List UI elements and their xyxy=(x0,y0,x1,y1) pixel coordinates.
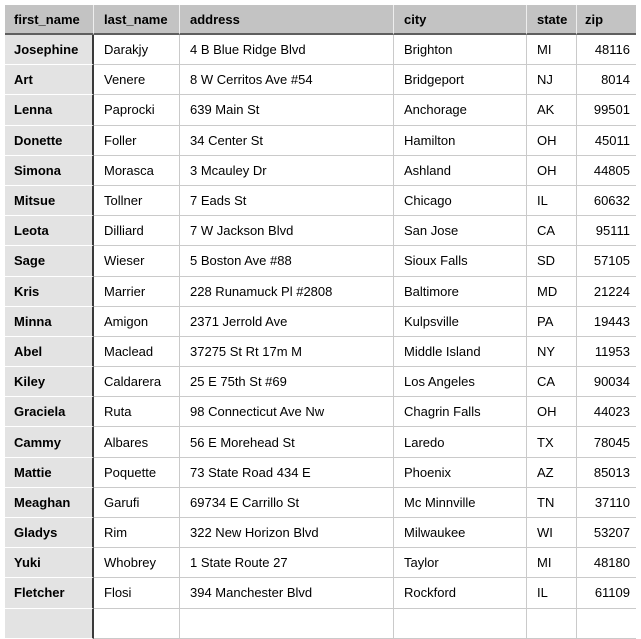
cell-city xyxy=(394,609,527,639)
table-row xyxy=(5,126,636,156)
cell-zip: 57105 xyxy=(577,246,636,276)
cell-first_name: Kiley xyxy=(5,367,94,397)
column-header-first_name: first_name xyxy=(5,5,94,35)
cell-address: 1 State Route 27 xyxy=(180,548,394,578)
cell-last_name: Whobrey xyxy=(94,548,180,578)
cell-city: Mc Minnville xyxy=(394,488,527,518)
cell-zip xyxy=(577,609,636,639)
cell-address: 25 E 75th St #69 xyxy=(180,367,394,397)
cell-last_name: Garufi xyxy=(94,488,180,518)
table-row xyxy=(5,65,636,95)
cell-city: Anchorage xyxy=(394,95,527,125)
table-row xyxy=(5,246,636,276)
cell-state: CA xyxy=(527,367,577,397)
cell-address: 322 New Horizon Blvd xyxy=(180,518,394,548)
cell-last_name: Flosi xyxy=(94,578,180,608)
table-row xyxy=(5,548,636,578)
cell-state: WI xyxy=(527,518,577,548)
column-header-zip: zip xyxy=(577,5,636,35)
table-row xyxy=(5,488,636,518)
cell-zip: 99501 xyxy=(577,95,636,125)
header-row xyxy=(5,5,636,35)
cell-zip: 45011 xyxy=(577,126,636,156)
cell-address xyxy=(180,609,394,639)
cell-state xyxy=(527,609,577,639)
table-row xyxy=(5,307,636,337)
table-row xyxy=(5,397,636,427)
cell-first_name: Fletcher xyxy=(5,578,94,608)
cell-zip: 78045 xyxy=(577,427,636,457)
cell-city: Hamilton xyxy=(394,126,527,156)
table-body xyxy=(5,35,636,639)
cell-first_name: Meaghan xyxy=(5,488,94,518)
cell-zip: 44023 xyxy=(577,397,636,427)
cell-last_name: Darakjy xyxy=(94,35,180,65)
table-row xyxy=(5,156,636,186)
cell-first_name: Donette xyxy=(5,126,94,156)
data-table xyxy=(5,5,636,639)
cell-city: Ashland xyxy=(394,156,527,186)
cell-last_name: Foller xyxy=(94,126,180,156)
cell-address: 69734 E Carrillo St xyxy=(180,488,394,518)
cell-city: Chagrin Falls xyxy=(394,397,527,427)
table-row xyxy=(5,277,636,307)
cell-zip: 19443 xyxy=(577,307,636,337)
cell-zip: 61109 xyxy=(577,578,636,608)
cell-zip: 48116 xyxy=(577,35,636,65)
cell-first_name: Graciela xyxy=(5,397,94,427)
cell-last_name: Dilliard xyxy=(94,216,180,246)
cell-address: 56 E Morehead St xyxy=(180,427,394,457)
cell-zip: 21224 xyxy=(577,277,636,307)
table-row xyxy=(5,427,636,457)
cell-first_name: Simona xyxy=(5,156,94,186)
cell-address: 3 Mcauley Dr xyxy=(180,156,394,186)
cell-zip: 8014 xyxy=(577,65,636,95)
cell-last_name: Amigon xyxy=(94,307,180,337)
cell-state: NY xyxy=(527,337,577,367)
cell-state: NJ xyxy=(527,65,577,95)
cell-city: Chicago xyxy=(394,186,527,216)
cell-city: Rockford xyxy=(394,578,527,608)
cell-zip: 48180 xyxy=(577,548,636,578)
column-header-last_name: last_name xyxy=(94,5,180,35)
table-row xyxy=(5,458,636,488)
cell-zip: 37110 xyxy=(577,488,636,518)
cell-last_name: Paprocki xyxy=(94,95,180,125)
cell-state: AK xyxy=(527,95,577,125)
cell-address: 394 Manchester Blvd xyxy=(180,578,394,608)
cell-zip: 44805 xyxy=(577,156,636,186)
cell-address: 8 W Cerritos Ave #54 xyxy=(180,65,394,95)
table-row-partial xyxy=(5,609,636,639)
table-row xyxy=(5,216,636,246)
cell-zip: 85013 xyxy=(577,458,636,488)
cell-last_name: Maclead xyxy=(94,337,180,367)
column-header-state: state xyxy=(527,5,577,35)
table-row xyxy=(5,367,636,397)
cell-first_name: Mattie xyxy=(5,458,94,488)
column-header-address: address xyxy=(180,5,394,35)
cell-city: Baltimore xyxy=(394,277,527,307)
table-row xyxy=(5,578,636,608)
cell-address: 73 State Road 434 E xyxy=(180,458,394,488)
table-row xyxy=(5,186,636,216)
cell-last_name: Wieser xyxy=(94,246,180,276)
cell-address: 4 B Blue Ridge Blvd xyxy=(180,35,394,65)
cell-state: OH xyxy=(527,397,577,427)
table-row xyxy=(5,337,636,367)
cell-first_name: Josephine xyxy=(5,35,94,65)
cell-last_name: Morasca xyxy=(94,156,180,186)
cell-state: MD xyxy=(527,277,577,307)
cell-city: Middle Island xyxy=(394,337,527,367)
cell-state: TX xyxy=(527,427,577,457)
cell-first_name: Cammy xyxy=(5,427,94,457)
cell-last_name: Marrier xyxy=(94,277,180,307)
cell-city: Bridgeport xyxy=(394,65,527,95)
cell-city: Sioux Falls xyxy=(394,246,527,276)
cell-last_name: Ruta xyxy=(94,397,180,427)
cell-last_name: Tollner xyxy=(94,186,180,216)
cell-first_name: Leota xyxy=(5,216,94,246)
cell-city: Taylor xyxy=(394,548,527,578)
cell-city: Milwaukee xyxy=(394,518,527,548)
cell-address: 7 W Jackson Blvd xyxy=(180,216,394,246)
cell-first_name: Mitsue xyxy=(5,186,94,216)
cell-state: SD xyxy=(527,246,577,276)
cell-state: OH xyxy=(527,126,577,156)
table-row xyxy=(5,518,636,548)
cell-zip: 60632 xyxy=(577,186,636,216)
cell-last_name: Venere xyxy=(94,65,180,95)
cell-address: 639 Main St xyxy=(180,95,394,125)
cell-first_name: Gladys xyxy=(5,518,94,548)
cell-last_name: Rim xyxy=(94,518,180,548)
cell-city: Los Angeles xyxy=(394,367,527,397)
cell-city: Phoenix xyxy=(394,458,527,488)
cell-first_name: Art xyxy=(5,65,94,95)
cell-last_name: Caldarera xyxy=(94,367,180,397)
cell-city: San Jose xyxy=(394,216,527,246)
cell-address: 2371 Jerrold Ave xyxy=(180,307,394,337)
cell-city: Laredo xyxy=(394,427,527,457)
cell-city: Brighton xyxy=(394,35,527,65)
cell-state: CA xyxy=(527,216,577,246)
cell-state: AZ xyxy=(527,458,577,488)
cell-first_name: Lenna xyxy=(5,95,94,125)
cell-last_name: Poquette xyxy=(94,458,180,488)
cell-first_name: Kris xyxy=(5,277,94,307)
cell-last_name: Albares xyxy=(94,427,180,457)
cell-zip: 53207 xyxy=(577,518,636,548)
cell-state: MI xyxy=(527,35,577,65)
cell-first_name: Sage xyxy=(5,246,94,276)
table-header xyxy=(5,5,636,35)
cell-state: MI xyxy=(527,548,577,578)
cell-first_name xyxy=(5,609,94,639)
cell-zip: 95111 xyxy=(577,216,636,246)
cell-zip: 90034 xyxy=(577,367,636,397)
cell-first_name: Yuki xyxy=(5,548,94,578)
cell-state: PA xyxy=(527,307,577,337)
cell-city: Kulpsville xyxy=(394,307,527,337)
cell-state: OH xyxy=(527,156,577,186)
cell-address: 98 Connecticut Ave Nw xyxy=(180,397,394,427)
cell-last_name xyxy=(94,609,180,639)
cell-zip: 11953 xyxy=(577,337,636,367)
cell-first_name: Abel xyxy=(5,337,94,367)
table-row xyxy=(5,35,636,65)
cell-address: 228 Runamuck Pl #2808 xyxy=(180,277,394,307)
cell-state: IL xyxy=(527,578,577,608)
cell-address: 37275 St Rt 17m M xyxy=(180,337,394,367)
cell-first_name: Minna xyxy=(5,307,94,337)
cell-state: IL xyxy=(527,186,577,216)
column-header-city: city xyxy=(394,5,527,35)
cell-state: TN xyxy=(527,488,577,518)
table-row xyxy=(5,95,636,125)
cell-address: 34 Center St xyxy=(180,126,394,156)
cell-address: 7 Eads St xyxy=(180,186,394,216)
cell-address: 5 Boston Ave #88 xyxy=(180,246,394,276)
